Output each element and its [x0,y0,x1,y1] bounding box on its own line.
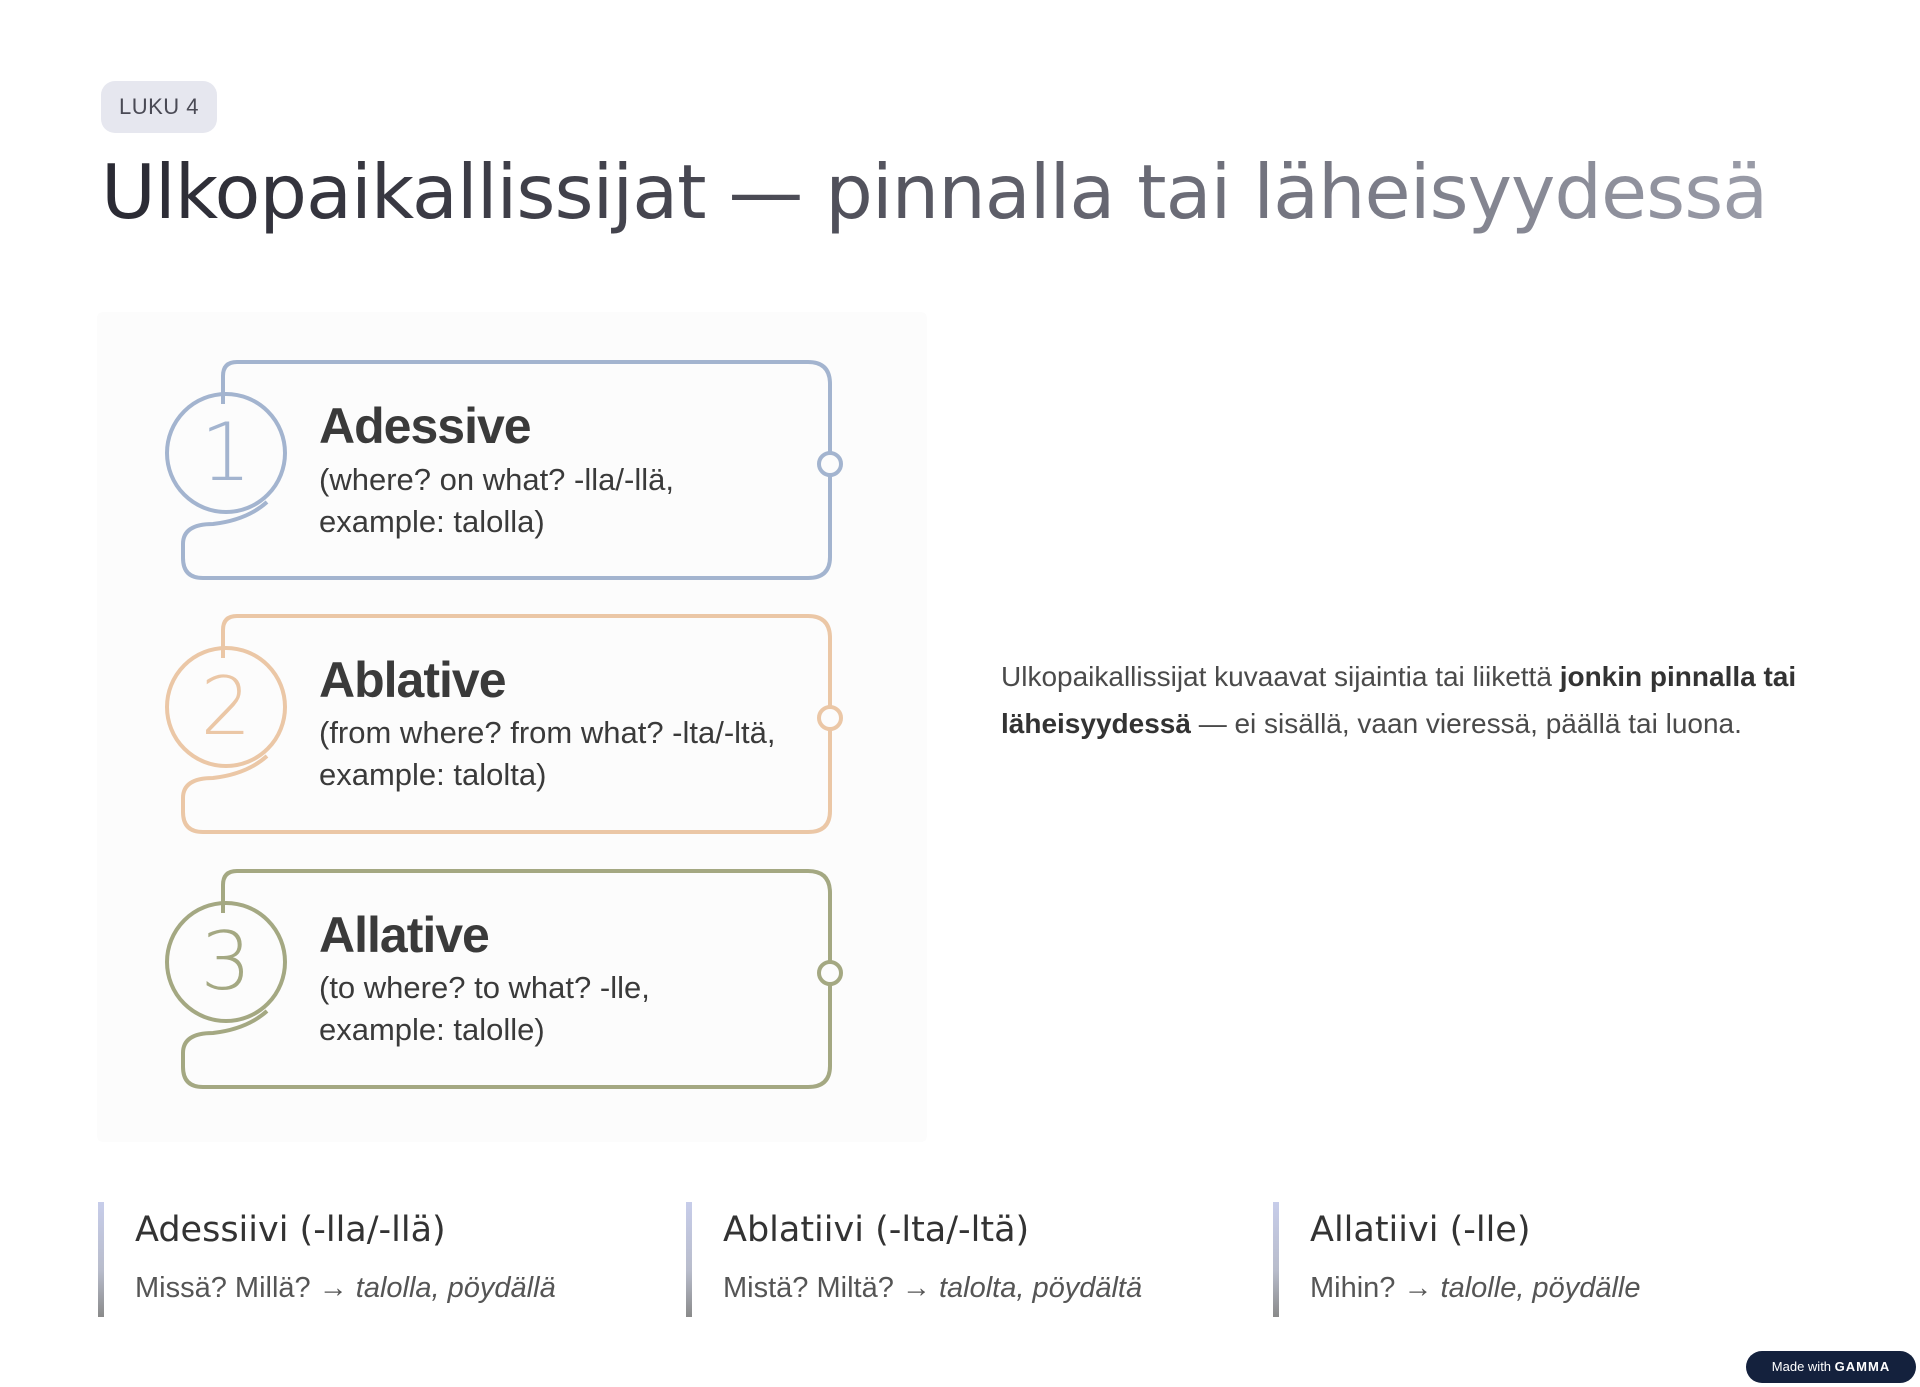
case-examples: talolta, pöydältä [938,1272,1143,1304]
description-bold: jonkin pinnalla tai läheisyydessä [1001,661,1797,739]
case-card-title: Adessiivi (-lla/-llä) [135,1210,446,1250]
case-card-title: Allatiivi (-lle) [1310,1210,1531,1250]
page-title: Ulkopaikallissijat — pinnalla tai läheisyydessä [101,148,1768,236]
case-question: Mistä? Miltä? → [723,1272,939,1304]
case-card-text [1310,1272,1640,1305]
made-with-prefix: Made with [1771,1359,1835,1374]
case-desc-adessive-line2: example: talolla) [319,504,545,539]
case-number-2: 2 [200,660,252,753]
case-card-text [723,1272,1142,1305]
case-card-adessiivi [98,1202,598,1317]
case-heading-adessive: Adessive [319,398,531,454]
description-text-2: — ei sisällä, vaan vieressä, päällä tai luona. [1190,708,1742,739]
gamma-logo: GAMMA [1834,1359,1891,1374]
case-question: Mihin? → [1310,1272,1441,1304]
case-number-1: 1 [200,406,252,499]
chapter-badge: LUKU 4 [101,81,217,133]
case-desc-ablative-line1: (from where? from what? -lta/-ltä, [319,715,776,750]
description-text-1: Ulkopaikallissijat kuvaavat sijaintia tai liikettä [1001,661,1560,692]
case-examples: talolle, pöydälle [1440,1272,1641,1304]
case-desc-allative-line2: example: talolle) [319,1012,545,1047]
case-desc-ablative-line2: example: talolta) [319,757,547,792]
case-question: Missä? Millä? → [135,1272,356,1304]
case-examples: talolla, pöydällä [355,1272,556,1304]
case-illustration [97,312,927,1142]
case-card-allatiivi [1273,1202,1773,1317]
accent-bar [98,1202,104,1317]
case-desc-adessive-line1: (where? on what? -lla/-llä, [319,462,674,497]
made-with-gamma-badge[interactable] [1746,1351,1916,1383]
case-number-3: 3 [200,915,252,1008]
case-card-ablatiivi [686,1202,1186,1317]
accent-bar [686,1202,692,1317]
accent-bar [1273,1202,1279,1317]
case-card-title: Ablatiivi (-lta/-ltä) [723,1210,1030,1250]
case-heading-ablative: Ablative [319,652,506,708]
case-card-text [135,1272,556,1305]
description-paragraph [1001,653,1821,747]
case-heading-allative: Allative [319,907,489,963]
case-desc-allative-line1: (to where? to what? -lle, [319,970,650,1005]
